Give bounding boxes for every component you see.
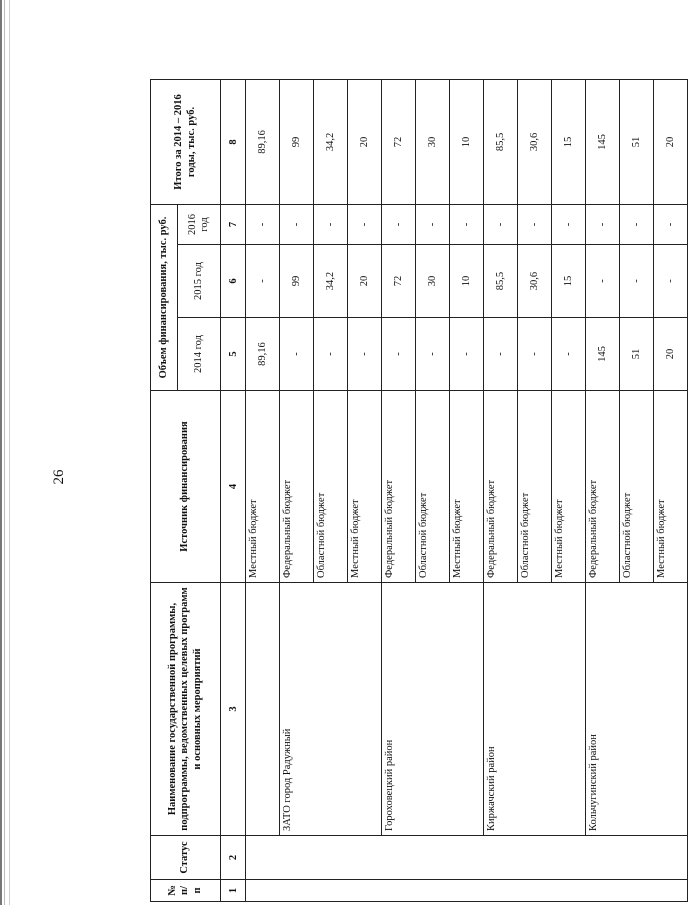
header-no: № п/п bbox=[151, 880, 221, 902]
table-row-2014: 20 bbox=[654, 318, 688, 391]
table-row-2016: - bbox=[450, 204, 484, 244]
table-row-2016: - bbox=[518, 204, 552, 244]
table-row-2016: - bbox=[314, 204, 348, 244]
scan-edge-line bbox=[4, 0, 5, 905]
table-row-source: Местный бюджет bbox=[552, 391, 586, 583]
table-row-2014: - bbox=[314, 318, 348, 391]
table-row-2016: - bbox=[552, 204, 586, 244]
table-row-2015: - bbox=[620, 245, 654, 318]
table-row-total: 99 bbox=[280, 79, 314, 204]
table-row-2016: - bbox=[382, 204, 416, 244]
table-row-2014: 51 bbox=[620, 318, 654, 391]
table-row-2014: - bbox=[382, 318, 416, 391]
table-row-total: 20 bbox=[654, 79, 688, 204]
table-row-2015: 15 bbox=[552, 245, 586, 318]
table-row-2014: - bbox=[518, 318, 552, 391]
table-row-2015: - bbox=[246, 245, 280, 318]
table-row-total: 145 bbox=[586, 79, 620, 204]
header-name: Наименование государственной программы, подпрограммы, ведомственных целевых программ и основных мероприятий bbox=[151, 583, 221, 836]
table-row-2014: - bbox=[484, 318, 518, 391]
table-row-2014: - bbox=[552, 318, 586, 391]
table-row-total: 51 bbox=[620, 79, 654, 204]
table-row-2015: 72 bbox=[382, 245, 416, 318]
cell-name-empty bbox=[246, 583, 280, 836]
column-number: 1 bbox=[221, 880, 246, 902]
table-row-source: Областной бюджет bbox=[416, 391, 450, 583]
table-row-2016: - bbox=[246, 204, 280, 244]
table-row-2015: - bbox=[586, 245, 620, 318]
header-status: Статус bbox=[151, 836, 221, 880]
header-2014: 2014 год bbox=[178, 318, 221, 391]
table-row-2016: - bbox=[654, 204, 688, 244]
table-row-2015: 10 bbox=[450, 245, 484, 318]
rotated-table-sheet bbox=[150, 80, 676, 902]
table-row-2014: 89,16 bbox=[246, 318, 280, 391]
table-row-total: 89,16 bbox=[246, 79, 280, 204]
table-row-2014: 145 bbox=[586, 318, 620, 391]
scan-edge-line bbox=[9, 0, 10, 905]
header-total: Итого за 2014 – 2016 годы, тыс. руб. bbox=[151, 79, 221, 204]
table-row-total: 72 bbox=[382, 79, 416, 204]
table-row-2016: - bbox=[586, 204, 620, 244]
page-number: 26 bbox=[51, 469, 67, 485]
table-row-source: Федеральный бюджет bbox=[586, 391, 620, 583]
table-row-total: 34,2 bbox=[314, 79, 348, 204]
table-row-2015: 30 bbox=[416, 245, 450, 318]
table-row-total: 30,6 bbox=[518, 79, 552, 204]
cell-no-empty bbox=[246, 880, 688, 902]
header-source: Источник финансирования bbox=[151, 391, 221, 583]
funding-table bbox=[150, 79, 688, 902]
column-number: 6 bbox=[221, 245, 246, 318]
table-row-2015: 20 bbox=[348, 245, 382, 318]
table-row-total: 85,5 bbox=[484, 79, 518, 204]
table-row-source: Местный бюджет bbox=[450, 391, 484, 583]
table-row-2015: 30,6 bbox=[518, 245, 552, 318]
column-number: 3 bbox=[221, 583, 246, 836]
column-number: 4 bbox=[221, 391, 246, 583]
table-row-source: Местный бюджет bbox=[348, 391, 382, 583]
table-row-2016: - bbox=[484, 204, 518, 244]
table-row-source: Местный бюджет bbox=[654, 391, 688, 583]
table-row-source: Федеральный бюджет bbox=[484, 391, 518, 583]
district-name: Киржачский район bbox=[484, 583, 586, 836]
table-row-2014: - bbox=[450, 318, 484, 391]
table-row-source: Областной бюджет bbox=[620, 391, 654, 583]
district-name: Гороховецкий район bbox=[382, 583, 484, 836]
column-number: 8 bbox=[221, 79, 246, 204]
table-row-2015: - bbox=[654, 245, 688, 318]
table-row-2016: - bbox=[348, 204, 382, 244]
header-2015: 2015 год bbox=[178, 245, 221, 318]
table-row-total: 15 bbox=[552, 79, 586, 204]
district-name: Кольчугинский район bbox=[586, 583, 688, 836]
column-number: 2 bbox=[221, 836, 246, 880]
table-row-2014: - bbox=[280, 318, 314, 391]
table-row-total: 20 bbox=[348, 79, 382, 204]
table-row-source: Областной бюджет bbox=[518, 391, 552, 583]
district-name: ЗАТО город Радужный bbox=[280, 583, 382, 836]
column-number: 5 bbox=[221, 318, 246, 391]
table-row-2015: 99 bbox=[280, 245, 314, 318]
table-row-source: Федеральный бюджет bbox=[280, 391, 314, 583]
cell-status-empty bbox=[246, 836, 688, 880]
table-row-source: Областной бюджет bbox=[314, 391, 348, 583]
table-row-source: Федеральный бюджет bbox=[382, 391, 416, 583]
table-row-2014: - bbox=[416, 318, 450, 391]
table-row-2016: - bbox=[620, 204, 654, 244]
table-row-source: Местный бюджет bbox=[246, 391, 280, 583]
header-funding: Объем финансирования, тыс. руб. bbox=[151, 204, 178, 390]
table-row-total: 30 bbox=[416, 79, 450, 204]
column-number: 7 bbox=[221, 204, 246, 244]
table-row-2015: 34,2 bbox=[314, 245, 348, 318]
table-row-2016: - bbox=[280, 204, 314, 244]
header-2016: 2016 год bbox=[178, 204, 221, 244]
table-row-total: 10 bbox=[450, 79, 484, 204]
table-row-2015: 85,5 bbox=[484, 245, 518, 318]
table-row-2014: - bbox=[348, 318, 382, 391]
table-row-2016: - bbox=[416, 204, 450, 244]
scan-edge-line bbox=[0, 0, 2, 905]
